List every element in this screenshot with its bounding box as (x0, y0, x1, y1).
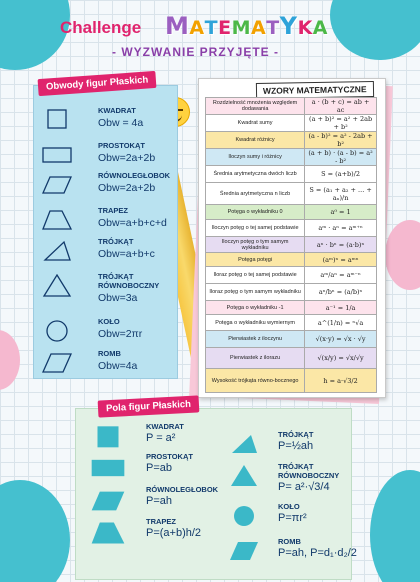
formula-expression: (a + b) · (a - b) = a² - b² (305, 149, 377, 166)
formula-row (206, 149, 377, 166)
trapezoid-icon (88, 519, 128, 552)
teal-corner-blob (370, 470, 420, 582)
equilateral-triangle-icon (228, 464, 260, 493)
formula-name: Iloraz potęg o tym samym wykładniku (206, 284, 305, 301)
formula-expression: aⁿ · bⁿ = (a·b)ⁿ (305, 237, 377, 253)
perimeter-name: KWADRAT (98, 106, 136, 115)
formula-row (206, 183, 377, 205)
formula-name: Pierwiastek z ilorazu (206, 348, 305, 369)
title-letter: T (204, 17, 219, 39)
perimeter-name: KOŁO (98, 317, 120, 326)
formula-row (206, 348, 377, 369)
formula-name: Iloczyn potęg o tej samej podstawie (206, 220, 305, 237)
formula-name: Potęga o wykładniku 0 (206, 205, 305, 220)
formula-expression: √(x/y) = √x/√y (305, 348, 377, 369)
formula-row (206, 331, 377, 348)
formula-row (206, 369, 377, 393)
formula-name: Rozdzielność mnożenia względem dodawania (206, 98, 305, 115)
formula-name: Potęga o wykładniku -1 (206, 301, 305, 315)
teal-corner-blob (330, 0, 420, 60)
formula-name: Iloraz potęg o tej samej podstawie (206, 267, 305, 284)
perimeter-formula: Obw=2a+2b (98, 182, 156, 194)
circle-icon (42, 319, 72, 348)
area-name: KOŁO (278, 502, 300, 511)
formula-row (206, 166, 377, 183)
perimeter-formula: Obw=2a+2b (98, 152, 156, 164)
formula-expression: √(x·y) = √x · √y (305, 331, 377, 348)
formula-name: Iloczyn sumy i różnicy (206, 149, 305, 166)
perimeter-formula: Obw=a+b+c (98, 248, 155, 260)
formula-row (206, 98, 377, 115)
trapezoid-icon (42, 208, 72, 237)
triangle-icon (42, 239, 72, 268)
formula-name: Potęga potęgi (206, 253, 305, 267)
formula-expression: (a - b)² = a² - 2ab + b² (305, 132, 377, 149)
rhombus-icon (228, 539, 260, 568)
area-formula: P=ah (146, 495, 172, 507)
formula-expression: aᵐ · aⁿ = aᵐ⁺ⁿ (305, 220, 377, 237)
area-name: KWADRAT (146, 422, 184, 431)
formula-row (206, 220, 377, 237)
perimeter-name: TRÓJKĄT RÓWNOBOCZNY (98, 272, 160, 290)
formula-row (206, 301, 377, 315)
square-icon (42, 108, 72, 137)
perimeter-formula: Obw=2πr (98, 328, 143, 340)
formulas-header: WZORY MATEMATYCZNE (256, 81, 374, 99)
area-name: TRÓJKĄT RÓWNOBOCZNY (278, 462, 340, 480)
perimeter-name: PROSTOKĄT (98, 141, 145, 150)
title-letter: Y (279, 12, 298, 40)
perimeter-formula: Obw=3a (98, 292, 138, 304)
perimeter-name: TRÓJKĄT (98, 237, 134, 246)
formulas-table (205, 97, 377, 393)
title-letter: K (297, 17, 313, 39)
area-name: TRAPEZ (146, 517, 176, 526)
formula-name: Potęga o wykładniku wymiernym (206, 315, 305, 331)
rhombus-icon (42, 351, 72, 380)
title-letter: A (250, 17, 267, 39)
title-letter: M (165, 12, 190, 40)
area-name: TRÓJKĄT (278, 430, 314, 439)
area-formula: P=ab (146, 462, 172, 474)
title-letter: T (266, 17, 280, 39)
formula-row (206, 237, 377, 253)
parallelogram-icon (42, 173, 72, 202)
formula-row (206, 132, 377, 149)
formula-name: Wysokość trójkąta równo-bocznego (206, 369, 305, 393)
area-name: RÓWNOLEGŁOBOK (146, 485, 219, 494)
area-formula: P = a² (146, 432, 176, 444)
title-challenge: Challenge (60, 18, 142, 37)
title-subtitle: - WYZWANIE PRZYJĘTE - (112, 45, 280, 59)
formula-row (206, 315, 377, 331)
perimeter-formula: Obw = 4a (98, 117, 144, 129)
title-matematyka (165, 12, 328, 40)
square-icon (88, 424, 128, 457)
formula-name: Średnia arytmetyczna dwóch liczb (206, 166, 305, 183)
title-letter: E (218, 17, 232, 39)
rectangle-icon (42, 143, 72, 172)
perimeter-name: TRAPEZ (98, 206, 128, 215)
formula-name: Iloczyn potęg o tym samym wykładniku (206, 237, 305, 253)
formula-expression: (aᵐ)ⁿ = aᵐⁿ (305, 253, 377, 267)
formula-row (206, 115, 377, 132)
circle-icon (228, 504, 260, 533)
area-formula: P=(a+b)h/2 (146, 527, 202, 539)
title-letter: A (189, 17, 205, 39)
formula-expression: a · (b + c) = ab + ac (305, 98, 377, 115)
formula-expression: aᵐ/aⁿ = aᵐ⁻ⁿ (305, 267, 377, 284)
area-formula: P=ah, P=d₁·d₂/2 (278, 547, 357, 559)
rectangle-icon (88, 454, 128, 487)
formula-expression: (a + b)² = a² + 2ab + b² (305, 115, 377, 132)
formula-row (206, 205, 377, 220)
title-letter: M (231, 17, 251, 39)
pink-blob (385, 220, 420, 290)
perimeter-formula: Obw=4a (98, 360, 138, 372)
perimeters-header: Obwody figur Płaskich (38, 71, 157, 96)
area-formula: P=½ah (278, 440, 314, 452)
area-formula: P= a²·√3/4 (278, 481, 330, 493)
formula-expression: aⁿ/bⁿ = (a/b)ⁿ (305, 284, 377, 301)
teal-corner-blob (0, 480, 70, 582)
equilateral-triangle-icon (42, 274, 72, 303)
area-name: PROSTOKĄT (146, 452, 193, 461)
area-name: ROMB (278, 537, 301, 546)
formula-row (206, 253, 377, 267)
parallelogram-icon (88, 487, 128, 520)
formula-expression: a⁰ = 1 (305, 205, 377, 220)
formula-expression: S = (a₁ + a₂ + ... + aₙ)/n (305, 183, 377, 205)
perimeter-formula: Obw=a+b+c+d (98, 217, 167, 229)
pink-blob (0, 330, 20, 390)
area-formula: P=πr² (278, 512, 307, 524)
formula-expression: h = a·√3/2 (305, 369, 377, 393)
formula-name: Kwadrat różnicy (206, 132, 305, 149)
triangle-icon (228, 432, 260, 461)
areas-header: Pola figur Płaskich (98, 395, 200, 417)
perimeter-name: ROMB (98, 349, 121, 358)
formula-expression: S = (a+b)/2 (305, 166, 377, 183)
formula-expression: a^(1/n) = ⁿ√a (305, 315, 377, 331)
title-letter: A (312, 17, 329, 39)
formula-row (206, 284, 377, 301)
formula-name: Średnia arytmetyczna n liczb (206, 183, 305, 205)
formula-row (206, 267, 377, 284)
perimeter-name: RÓWNOLEGŁOBOK (98, 171, 171, 180)
formula-expression: a⁻¹ = 1/a (305, 301, 377, 315)
formula-name: Pierwiastek z iloczynu (206, 331, 305, 348)
formula-name: Kwadrat sumy (206, 115, 305, 132)
